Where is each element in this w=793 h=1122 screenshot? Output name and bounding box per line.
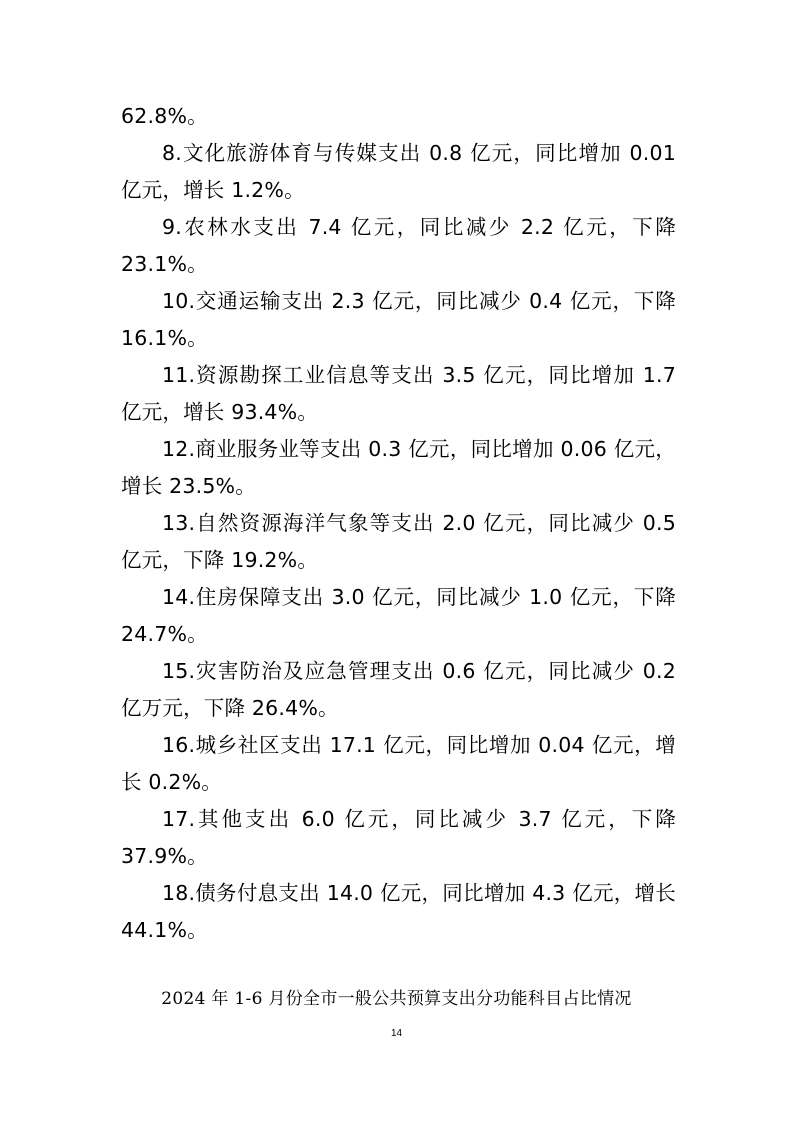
- paragraph-item-13: 13.自然资源海洋气象等支出 2.0 亿元，同比减少 0.5 亿元，下降 19.2%。: [121, 511, 676, 572]
- page-number: 14: [390, 1028, 403, 1039]
- paragraph-item-14: 14.住房保障支出 3.0 亿元，同比减少 1.0 亿元，下降 24.7%。: [121, 585, 676, 646]
- paragraph-item-8: 8.文化旅游体育与传媒支出 0.8 亿元，同比增加 0.01 亿元，增长 1.2%。: [121, 141, 676, 202]
- figure-caption: 2024 年 1-6 月份全市一般公共预算支出分功能科目占比情况: [161, 989, 632, 1009]
- paragraph-item-15: 15.灾害防治及应急管理支出 0.6 亿元，同比减少 0.2 亿万元，下降 26.4%。: [121, 659, 676, 720]
- paragraph-item-18: 18.债务付息支出 14.0 亿元，同比增加 4.3 亿元，增长 44.1%。: [121, 881, 676, 942]
- paragraph-item-16: 16.城乡社区支出 17.1 亿元，同比增加 0.04 亿元，增长 0.2%。: [121, 733, 676, 794]
- paragraph-item-12: 12.商业服务业等支出 0.3 亿元，同比增加 0.06 亿元，增长 23.5%。: [121, 437, 676, 498]
- paragraph-item-10: 10.交通运输支出 2.3 亿元，同比减少 0.4 亿元，下降 16.1%。: [121, 289, 676, 350]
- paragraph-item-11: 11.资源勘探工业信息等支出 3.5 亿元，同比增加 1.7 亿元，增长 93.4%。: [121, 363, 676, 424]
- paragraph-continuation: 62.8%。: [121, 104, 208, 128]
- body-text: [121, 98, 676, 949]
- paragraph-item-17: 17.其他支出 6.0 亿元，同比减少 3.7 亿元，下降 37.9%。: [121, 807, 676, 868]
- paragraph-item-9: 9.农林水支出 7.4 亿元，同比减少 2.2 亿元，下降 23.1%。: [121, 215, 676, 276]
